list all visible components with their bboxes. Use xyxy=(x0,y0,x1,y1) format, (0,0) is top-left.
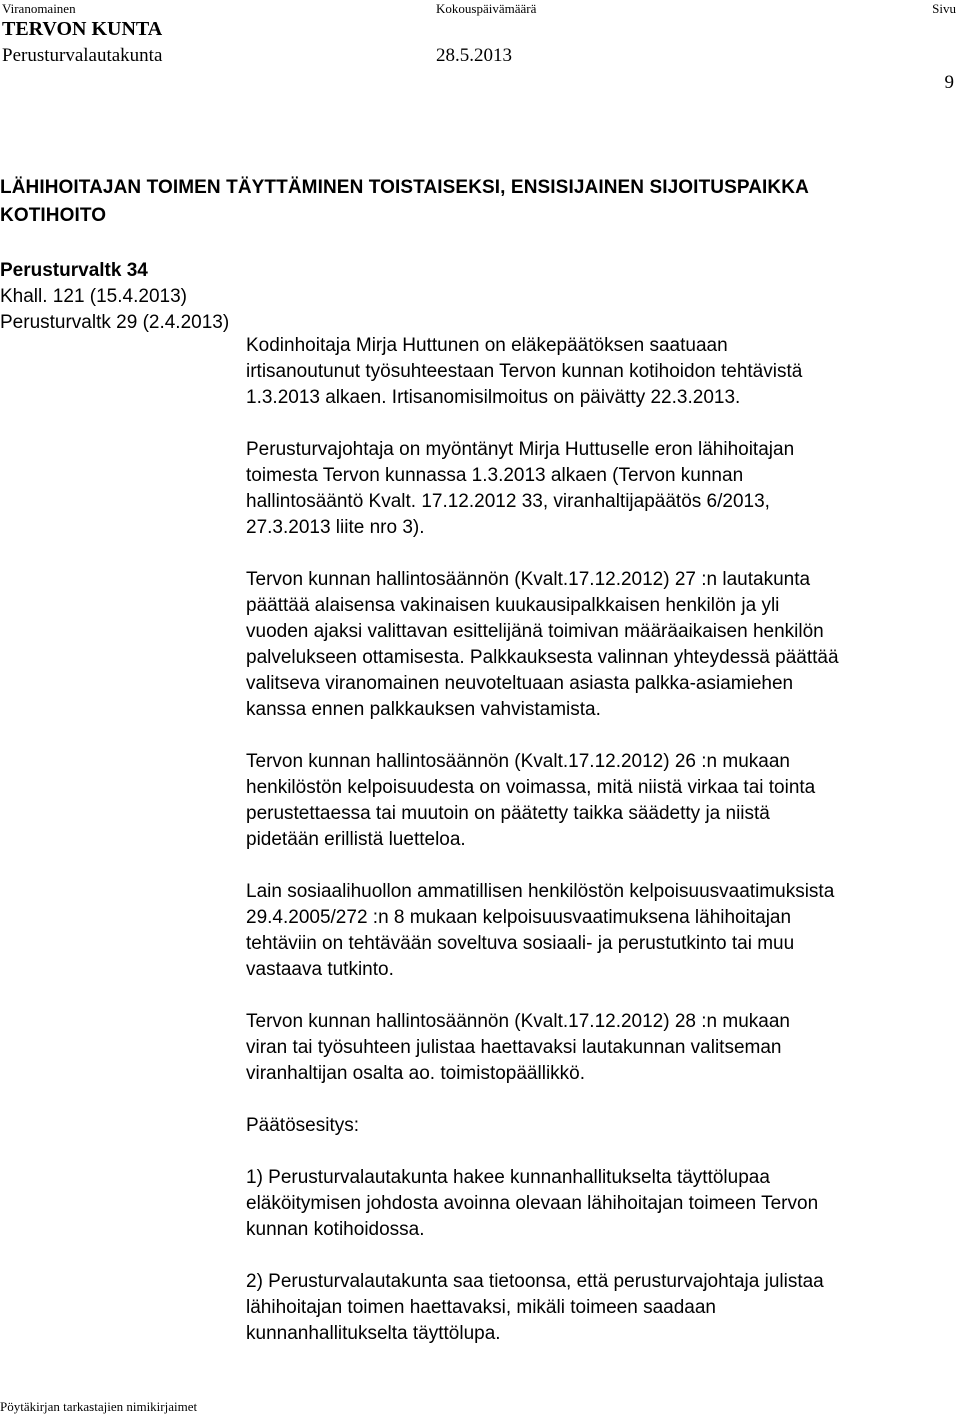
reference-line: Perusturvaltk 29 (2.4.2013) xyxy=(0,312,230,333)
text-line: kunnanhallitukselta täyttölupa. xyxy=(246,1323,501,1344)
paragraph xyxy=(246,1269,960,1347)
paragraph xyxy=(246,1165,960,1243)
header-kokouspaiva-label: Kokouspäivämäärä xyxy=(436,1,537,16)
text-line: eläköitymisen johdosta avoinna olevaan lähihoitajan toimeen Tervon xyxy=(246,1193,819,1214)
text-line: hallintosääntö Kvalt. 17.12.2012 33, viranhaltijapäätös 6/2013, xyxy=(246,491,770,512)
text-line: vastaava tutkinto. xyxy=(246,959,394,980)
paragraph xyxy=(246,567,960,723)
paragraph xyxy=(246,1009,960,1087)
text-line: Tervon kunnan hallintosäännön (Kvalt.17.12.2012) 28 :n mukaan xyxy=(246,1011,790,1032)
text-line: toimesta Tervon kunnassa 1.3.2013 alkaen (Tervon kunnan xyxy=(246,465,744,486)
text-line: Lain sosiaalihuollon ammatillisen henkilöstön kelpoisuusvaatimuksista xyxy=(246,881,835,902)
paragraph xyxy=(246,333,960,411)
reference-line: Perusturvaltk 34 xyxy=(0,260,148,281)
text-line: perustettaessa tai muutoin on päätetty taikka säädetty ja niistä xyxy=(246,803,770,824)
references xyxy=(0,258,229,336)
committee-name: Perusturvalautakunta xyxy=(2,45,163,66)
text-line: lähihoitajan toimen haettavaksi, mikäli toimeen saadaan xyxy=(246,1297,716,1318)
text-line: palvelukseen ottamisesta. Palkkauksesta valinnan yhteydessä päättää xyxy=(246,647,839,668)
text-line: Tervon kunnan hallintosäännön (Kvalt.17.12.2012) 26 :n mukaan xyxy=(246,751,790,772)
paragraph-heading xyxy=(246,1113,960,1139)
text-line: pidetään erillistä luetteloa. xyxy=(246,829,466,850)
document-title xyxy=(0,174,960,230)
text-line: irtisanoutunut työsuhteestaan Tervon kunnan kotihoidon tehtävistä xyxy=(246,361,803,382)
text-line: 27.3.2013 liite nro 3). xyxy=(246,517,425,538)
text-line: valitseva viranomainen neuvoteltuaan asiasta palkka-asiamiehen xyxy=(246,673,794,694)
paragraph xyxy=(246,749,960,853)
text-line: viran tai työsuhteen julistaa haettavaksi lautakunnan valitseman xyxy=(246,1037,782,1058)
paragraph xyxy=(246,879,960,983)
text-line: Päätösesitys: xyxy=(246,1115,359,1136)
title-line-1: LÄHIHOITAJAN TOIMEN TÄYTTÄMINEN TOISTAISEKSI, ENSISIJAINEN SIJOITUSPAIKKA xyxy=(0,177,809,198)
text-line: kanssa ennen palkkauksen vahvistamista. xyxy=(246,699,601,720)
signature-footer: Pöytäkirjan tarkastajien nimikirjaimet xyxy=(0,1399,198,1414)
text-line: tehtäviin on tehtävään soveltuva sosiaali- ja perustutkinto tai muu xyxy=(246,933,795,954)
text-line: Tervon kunnan hallintosäännön (Kvalt.17.12.2012) 27 :n lautakunta xyxy=(246,569,811,590)
title-line-2: KOTIHOITO xyxy=(0,205,107,226)
text-line: kunnan kotihoidossa. xyxy=(246,1219,425,1240)
text-line: päättää alaisensa vakinaisen kuukausipalkkaisen henkilön ja yli xyxy=(246,595,780,616)
text-line: 29.4.2005/272 :n 8 mukaan kelpoisuusvaatimuksena lähihoitajan xyxy=(246,907,792,928)
text-line: Kodinhoitaja Mirja Huttunen on eläkepäätöksen saatuaan xyxy=(246,335,728,356)
header-sivu-label: Sivu xyxy=(932,1,956,16)
meeting-date: 28.5.2013 xyxy=(436,45,512,66)
document-body xyxy=(246,333,960,1373)
page-number: 9 xyxy=(944,72,954,93)
text-line: 1) Perusturvalautakunta hakee kunnanhallitukselta täyttölupaa xyxy=(246,1167,770,1188)
text-line: Perusturvajohtaja on myöntänyt Mirja Huttuselle eron lähihoitajan xyxy=(246,439,795,460)
reference-line: Khall. 121 (15.4.2013) xyxy=(0,286,187,307)
paragraph xyxy=(246,437,960,541)
text-line: 2) Perusturvalautakunta saa tietoonsa, että perusturvajohtaja julistaa xyxy=(246,1271,824,1292)
text-line: viranhaltijan osalta ao. toimistopäällikkö. xyxy=(246,1063,586,1084)
text-line: vuoden ajaksi valittavan esittelijänä toimivan määräaikaisen henkilön xyxy=(246,621,824,642)
text-line: henkilöstön kelpoisuudesta on voimassa, mitä niistä virkaa tai tointa xyxy=(246,777,816,798)
organization-name: TERVON KUNTA xyxy=(2,18,163,40)
header-viranomainen-label: Viranomainen xyxy=(2,1,76,16)
text-line: 1.3.2013 alkaen. Irtisanomisilmoitus on päivätty 22.3.2013. xyxy=(246,387,741,408)
